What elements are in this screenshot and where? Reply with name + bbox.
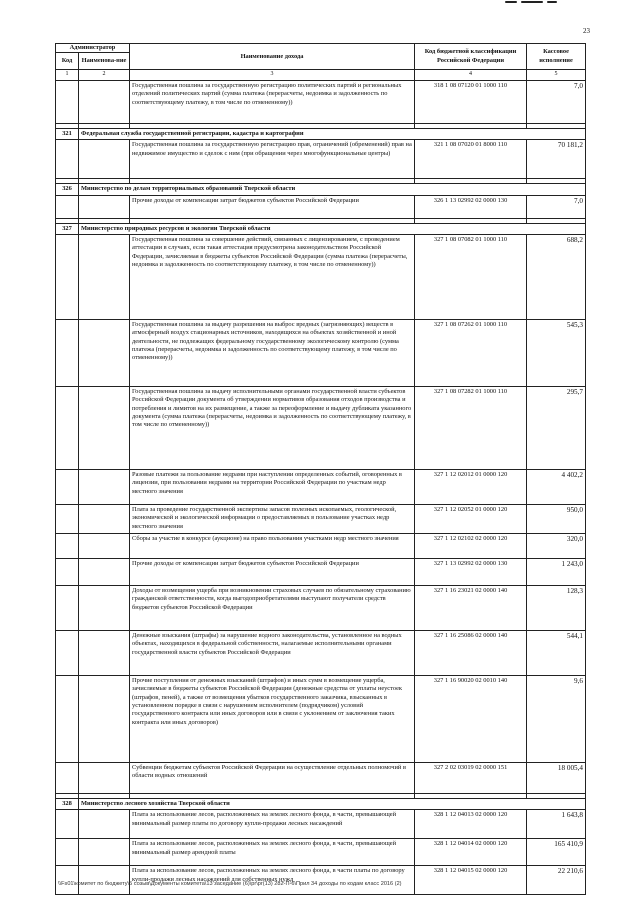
header-admin-name: Наименова-ние — [79, 53, 130, 70]
income-name: Субвенции бюджетам субъектов Российской Федерации на осуществление отдельных полномочий в области водных отношений — [130, 763, 415, 794]
kbk-code: 326 1 13 02992 02 0000 130 — [415, 195, 527, 218]
empty-cell — [56, 387, 79, 470]
ministry-code: 328 — [56, 799, 79, 810]
income-row — [56, 387, 586, 470]
header-code: Код — [56, 53, 79, 70]
income-row — [56, 195, 586, 218]
empty-cell — [56, 631, 79, 676]
kbk-code: 328 1 12 04015 02 0000 120 — [415, 866, 527, 895]
kbk-code: 327 1 12 02012 01 0000 120 — [415, 470, 527, 505]
ministry-row — [56, 184, 586, 195]
empty-cell — [79, 586, 130, 631]
empty-cell — [79, 470, 130, 505]
income-row — [56, 631, 586, 676]
ministry-code: 327 — [56, 223, 79, 234]
kbk-code: 328 1 12 04013 02 0000 120 — [415, 810, 527, 839]
empty-cell — [79, 839, 130, 866]
income-row — [56, 676, 586, 763]
empty-cell — [56, 140, 79, 179]
kbk-code: 318 1 08 07120 01 1000 110 — [415, 81, 527, 124]
header-kbk: Код бюджетной классификации Российской Федерации — [415, 44, 527, 70]
header-execution: Кассовое исполнение — [527, 44, 586, 70]
column-number: 5 — [527, 70, 586, 81]
income-name: Разовые платежи за пользование недрами при наступлении определенных событий, оговоренных в лицензии, при пользовании недрами на территории Российской Федерации по участкам недр местного значения — [130, 470, 415, 505]
empty-cell — [56, 235, 79, 320]
kbk-code: 328 1 12 04014 02 0000 120 — [415, 839, 527, 866]
empty-cell — [79, 235, 130, 320]
ministry-name: Федеральная служба государственной регистрации, кадастра и картографии — [79, 129, 586, 140]
income-name: Государственная пошлина за совершение действий, связанных с лицензированием, с проведением аттестации в случаях, если такая аттестация предусмотрена законодательством Российской Федерации, зачисляемая в бюджеты субъектов Российской Федерации (сумма платежа (перерасчеты, недоимка и задолженность по соответствующему платежу, в том числе по отмененному)) — [130, 235, 415, 320]
income-row — [56, 320, 586, 387]
empty-cell — [79, 81, 130, 124]
kbk-code: 327 1 08 07082 01 1000 110 — [415, 235, 527, 320]
empty-cell — [79, 195, 130, 218]
income-name: Сборы за участие в конкурсе (аукционе) на право пользования участками недр местного значения — [130, 534, 415, 559]
empty-cell — [56, 763, 79, 794]
file-path-footer: \\Fs01\комитет по бюджету\5 созыв\Документы комитета\13 заседание (6)\pr\pr(13) 282-П-6\Прил 34 доходы по кодам класс 2016 (2) — [58, 881, 402, 887]
ministry-name: Министерство лесного хозяйства Тверской области — [79, 799, 586, 810]
empty-cell — [79, 387, 130, 470]
empty-cell — [56, 586, 79, 631]
empty-cell — [79, 810, 130, 839]
empty-cell — [56, 534, 79, 559]
execution-amount: 9,6 — [527, 676, 586, 763]
income-name: Государственная пошлина за государственную регистрацию политических партий и региональных отделений политических партий (сумма платежа (перерасчеты, недоимка и задолженность по соответствующему платежу, в том числе по отмененному)) — [130, 81, 415, 124]
income-name: Государственная пошлина за государственную регистрацию прав, ограничений (обременений) прав на недвижимое имущество и сделок с ним (при обращении через многофункциональные центры) — [130, 140, 415, 179]
income-row — [56, 505, 586, 534]
empty-cell — [79, 140, 130, 179]
kbk-code: 327 1 12 02052 01 0000 120 — [415, 505, 527, 534]
income-row — [56, 534, 586, 559]
income-name: Прочие доходы от компенсации затрат бюджетов субъектов Российской Федерации — [130, 559, 415, 586]
empty-cell — [79, 676, 130, 763]
income-row — [56, 763, 586, 794]
income-name: Плата за использование лесов, расположенных на землях лесного фонда, в части, превышающей минимальный размер платы по договору купли-продажи лесных насаждений — [130, 810, 415, 839]
empty-cell — [56, 810, 79, 839]
execution-amount: 18 005,4 — [527, 763, 586, 794]
revenue-table — [55, 43, 586, 895]
ministry-name: Министерство природных ресурсов и экологии Тверской области — [79, 223, 586, 234]
empty-cell — [79, 320, 130, 387]
kbk-code: 327 1 16 25086 02 0000 140 — [415, 631, 527, 676]
empty-cell — [56, 559, 79, 586]
income-row — [56, 470, 586, 505]
empty-cell — [56, 839, 79, 866]
income-name: Государственная пошлина за выдачу исполнительными органами государственной власти субъектов Российской Федерации документа об утверждении нормативов образования отходов производства и потребления и лимитов на их размещение, а также за переоформление и выдачу дубликата указанного документа (сумма платежа (перерасчеты, недоимка и задолженность по соответствующему платежу, в том числе по отмененному)) — [130, 387, 415, 470]
empty-cell — [79, 505, 130, 534]
empty-cell — [56, 81, 79, 124]
empty-cell — [79, 763, 130, 794]
ministry-code: 326 — [56, 184, 79, 195]
kbk-code: 327 1 16 23021 02 0000 140 — [415, 586, 527, 631]
income-row — [56, 235, 586, 320]
income-name: Денежные взыскания (штрафы) за нарушение водного законодательства, установленное на водных объектах, находящихся в федеральной собственности, налагаемые исполнительными органами государственной власти субъектов Российской Федерации — [130, 631, 415, 676]
income-name: Государственная пошлина за выдачу разрешения на выброс вредных (загрязняющих) веществ в атмосферный воздух стационарных источников, находящихся на объектах хозяйственной и иной деятельности, не подлежащих федеральному государственному экологическому контролю (сумма платежа (перерасчеты, недоимка и задолженность по соответствующему платежу, в том числе по отмененному)) — [130, 320, 415, 387]
kbk-code: 327 1 12 02102 02 0000 120 — [415, 534, 527, 559]
income-name: Плата за проведение государственной экспертизы запасов полезных ископаемых, геологической, экономической и экологической информации о предоставляемых в пользование участках недр местного значения — [130, 505, 415, 534]
income-row — [56, 81, 586, 124]
execution-amount: 165 410,9 — [527, 839, 586, 866]
empty-cell — [56, 505, 79, 534]
empty-cell — [56, 320, 79, 387]
income-name: Плата за использование лесов, расположенных на землях лесного фонда, в части платы по договору купли-продажи лесных насаждений для собственных нужд — [130, 866, 415, 895]
execution-amount: 1 243,0 — [527, 559, 586, 586]
column-number: 2 — [79, 70, 130, 81]
income-name: Доходы от возмещения ущерба при возникновении страховых случаев по обязательному страхованию гражданской ответственности, когда выгодоприобретателями выступают получатели средств бюджетов субъектов Российской Федерации — [130, 586, 415, 631]
execution-amount: 128,3 — [527, 586, 586, 631]
empty-cell — [56, 676, 79, 763]
empty-cell — [79, 534, 130, 559]
table-body — [56, 81, 586, 895]
income-row — [56, 810, 586, 839]
execution-amount: 544,1 — [527, 631, 586, 676]
empty-cell — [56, 195, 79, 218]
header-income-name: Наименование дохода — [130, 44, 415, 70]
income-name: Прочие поступления от денежных взысканий (штрафов) и иных сумм в возмещение ущерба, зачисляемые в бюджеты субъектов Российской Федерации (денежные средства от уплаты неустоек (штрафов, пеней), а также от возмещения убытков государственного заказчика, взысканных в установленном порядке в связи с нарушением исполнителем (подрядчиком) условий государственного контракта или иных договоров или в связи с уклонением от заключения таких контракта или иных договоров) — [130, 676, 415, 763]
income-row — [56, 839, 586, 866]
kbk-code: 321 1 08 07020 01 8000 110 — [415, 140, 527, 179]
column-number: 3 — [130, 70, 415, 81]
page-number: 23 — [583, 27, 590, 35]
kbk-code: 327 1 16 90020 02 0010 140 — [415, 676, 527, 763]
ministry-row — [56, 129, 586, 140]
income-row — [56, 140, 586, 179]
execution-amount: 4 402,2 — [527, 470, 586, 505]
execution-amount: 7,0 — [527, 195, 586, 218]
ministry-row — [56, 799, 586, 810]
ministry-name: Министерство по делам территориальных образований Тверской области — [79, 184, 586, 195]
kbk-code: 327 1 08 07262 01 1000 110 — [415, 320, 527, 387]
ministry-code: 321 — [56, 129, 79, 140]
kbk-code: 327 2 02 03019 02 0000 151 — [415, 763, 527, 794]
empty-cell — [56, 470, 79, 505]
empty-cell — [79, 559, 130, 586]
execution-amount: 70 181,2 — [527, 140, 586, 179]
income-name: Прочие доходы от компенсации затрат бюджетов субъектов Российской Федерации — [130, 195, 415, 218]
scan-artifact — [505, 0, 565, 5]
execution-amount: 7,0 — [527, 81, 586, 124]
kbk-code: 327 1 08 07282 01 1000 110 — [415, 387, 527, 470]
income-row — [56, 559, 586, 586]
empty-cell — [79, 631, 130, 676]
execution-amount: 1 643,8 — [527, 810, 586, 839]
execution-amount: 545,3 — [527, 320, 586, 387]
execution-amount: 22 210,6 — [527, 866, 586, 895]
income-row — [56, 586, 586, 631]
execution-amount: 320,0 — [527, 534, 586, 559]
header-administrator: Администратор — [56, 44, 130, 53]
execution-amount: 950,0 — [527, 505, 586, 534]
kbk-code: 327 1 13 02992 02 0000 130 — [415, 559, 527, 586]
execution-amount: 688,2 — [527, 235, 586, 320]
ministry-row — [56, 223, 586, 234]
column-number: 1 — [56, 70, 79, 81]
income-name: Плата за использование лесов, расположенных на землях лесного фонда, в части, превышающей минимальный размер арендной платы — [130, 839, 415, 866]
execution-amount: 295,7 — [527, 387, 586, 470]
column-number: 4 — [415, 70, 527, 81]
